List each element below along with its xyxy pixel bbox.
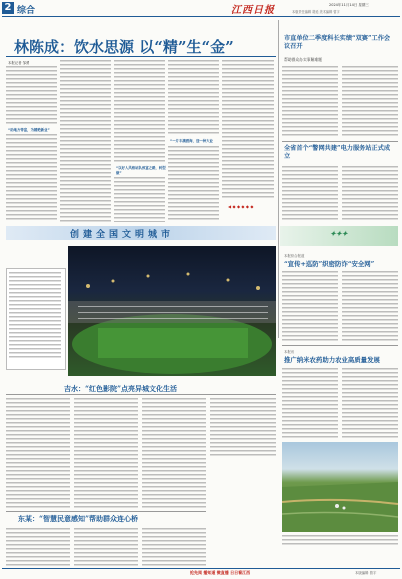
newspaper-logo: 江西日报 <box>231 5 275 16</box>
bottom-left-rule <box>6 511 206 512</box>
lead-subhead-1: “助地方带富，为精绝新业” <box>8 128 50 132</box>
photo-story-rule <box>6 394 276 395</box>
photo-story-col-1 <box>6 398 70 508</box>
lead-column-1 <box>6 66 57 124</box>
section-label: 综合 <box>17 6 36 16</box>
lead-column-1b <box>6 134 57 222</box>
sidebar-header-logo: ✦✦✦ <box>330 229 348 238</box>
field-illustration <box>282 442 398 532</box>
issue-date: 2024年11月14日 星期三 <box>329 3 369 7</box>
bottom-left-headline: 东某：“智慧民意感知”帮助群众连心桥 <box>18 514 139 523</box>
stadium-illustration <box>68 246 276 376</box>
lead-column-5 <box>222 60 274 200</box>
right-top-headline: 市直单位二季度科长实绩“双赛”工作会议召开 <box>284 35 391 50</box>
lead-subhead-3: “一片丰满碧海，迎一种大业 <box>170 139 213 143</box>
page-number-badge: 2 <box>2 2 14 14</box>
right-lower-rule <box>282 345 398 346</box>
right-top-column-2 <box>342 66 398 138</box>
night-stadium-photo <box>68 246 276 376</box>
photo-caption-text <box>9 272 61 358</box>
lead-column-4b <box>168 146 219 222</box>
right-top-subtitle: 帮助群众办实事解难题 <box>284 57 322 62</box>
lead-headline: 林陈成：饮水思源 以“精”生“金” <box>14 38 234 56</box>
rice-field-photo <box>282 442 398 532</box>
bottom-left-col-2 <box>74 528 138 566</box>
right-lower-col-2 <box>342 271 398 341</box>
banner-text: 创建全国文明城市 <box>70 230 175 240</box>
lead-subhead-2: “以好人风格站队致富之路，转型做” <box>116 166 166 175</box>
right-lower-col-1 <box>282 271 338 341</box>
bottom-left-col-3 <box>142 528 206 566</box>
right-lower-col-4 <box>342 368 398 438</box>
photo-story-headline: 吉水：“红色影院”点亮异城文化生活 <box>64 384 178 393</box>
right-top-rule <box>282 141 398 142</box>
footer-slogan: 抢先阅 播知道 微直播 日日看江西 <box>190 570 251 575</box>
editor-credits: 本版责任编辑 胡延 美术编辑 曾宇 <box>292 10 340 14</box>
lead-column-3b <box>114 177 165 222</box>
photo-story-col-3 <box>142 398 206 508</box>
photo-story-col-2 <box>74 398 138 508</box>
footer-editor: 本版编辑 曾宇 <box>355 571 377 575</box>
right-mid-headline: 全省首个“警网共建”电力服务站正式成立 <box>284 145 391 160</box>
lead-rule <box>6 56 276 57</box>
field-photo-caption <box>282 535 398 545</box>
lead-column-2 <box>60 60 111 222</box>
masthead-rule <box>2 16 400 17</box>
lead-end-mark: ◀ ◆ ◆ ◆ ◆ ◆ <box>228 204 254 209</box>
right-lower-headline-2: 推广纳米农药助力农业高质量发展 <box>284 356 380 364</box>
lead-byline: 本报记者 邹勇 <box>8 61 30 65</box>
right-mid-column-2 <box>342 166 398 222</box>
right-lower-kicker-2: 本报讯 <box>284 350 295 354</box>
right-lower-kicker: 本报综合报道 <box>284 254 305 258</box>
column-divider <box>278 20 279 338</box>
photo-story-col-4 <box>210 398 276 458</box>
right-lower-headline-1: “宣传+巡防”织密防诈“安全网” <box>284 260 375 268</box>
lead-column-3 <box>114 60 165 162</box>
right-top-column-1 <box>282 66 338 138</box>
lead-column-4 <box>168 60 219 135</box>
right-mid-column-1 <box>282 166 338 222</box>
footer-rule <box>2 568 400 569</box>
bottom-left-col-1 <box>6 528 70 566</box>
right-lower-col-3 <box>282 368 338 438</box>
